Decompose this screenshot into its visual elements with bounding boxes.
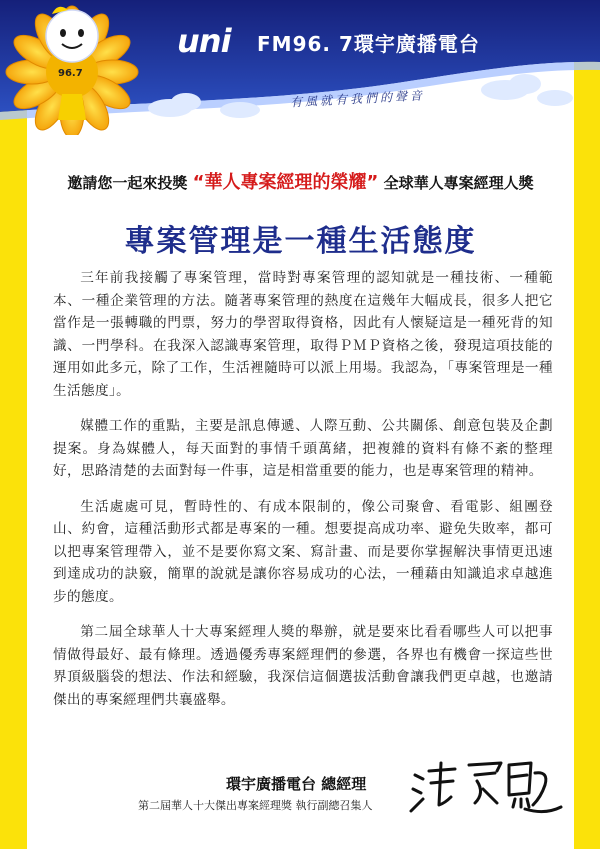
- award-name: “華人專案經理的榮耀”: [192, 172, 379, 193]
- invitation-prefix: 邀請您一起來投獎: [67, 174, 188, 192]
- paragraph: 第二屆全球華人十大專案經理人獎的舉辦，就是要來比看看哪些人可以把事情做得最好、最有條理。透過優秀專案經理們的參選，各界也有機會一探這些世界頂級腦袋的想法、作法和經驗，我深信這個選拔活動會讓我們更卓越，也邀請傑出的專案經理們共襄盛舉。: [53, 624, 553, 708]
- uni-logo: uni: [177, 22, 231, 60]
- page-title: 專案管理是一種生活態度: [124, 224, 477, 259]
- header-banner: [0, 0, 600, 135]
- invitation-suffix: 全球華人專案經理人獎: [383, 174, 534, 192]
- paragraph: 媒體工作的重點，主要是訊息傳遞、人際互動、公共關係、創意包裝及企劃提案。身為媒體人，每天面對的事情千頭萬緒，把複雜的資料有條不紊的整理好，思路清楚的去面對每一件事，這是相當重要的能力，也是專案管理的精神。: [53, 418, 553, 479]
- paragraph: 生活處處可見，暫時性的、有成本限制的，像公司聚會、看電影、組團登山、約會，這種活動形式都是專案的一種。想要提高成功率、避免失敗率，都可以把專案管理帶入，並不是要你寫文案、寫計畫、而是要你掌握解決事情更迅速到達成功的訣竅，簡單的說就是讓你容易成功的心法，一種藉由知識追求卓越進步的態度。: [53, 498, 553, 605]
- slogan: 有風就有我們的聲音: [289, 88, 426, 110]
- signer-title: 環宇廣播電台 總經理: [226, 775, 367, 793]
- paragraph: 三年前我接觸了專案管理，當時對專案管理的認知就是一種技術、一種範本、一種企業管理的方法。隨著專案管理的熱度在這幾年大幅成長，很多人把它當作是一張轉職的門票，努力的學習取得資格，因此有人懷疑這是一種死背的知識、一門學科。在我深入認識專案管理，取得ＰＭＰ資格之後，發現這項技能的運用如此多元，除了工作，生活裡隨時可以派上用場。我認為，「專案管理是一種生活態度」。: [53, 270, 553, 399]
- invitation-line: [27, 168, 574, 194]
- station-name: FM96. 7環宇廣播電台: [257, 32, 480, 56]
- station-logo: [177, 20, 597, 60]
- handwritten-signature: [405, 753, 565, 823]
- signer-role: 第二屆華人十大傑出專案經理獎 執行副總召集人: [138, 799, 373, 812]
- letter-body: [53, 267, 553, 711]
- frequency-badge: 96.7: [58, 68, 83, 79]
